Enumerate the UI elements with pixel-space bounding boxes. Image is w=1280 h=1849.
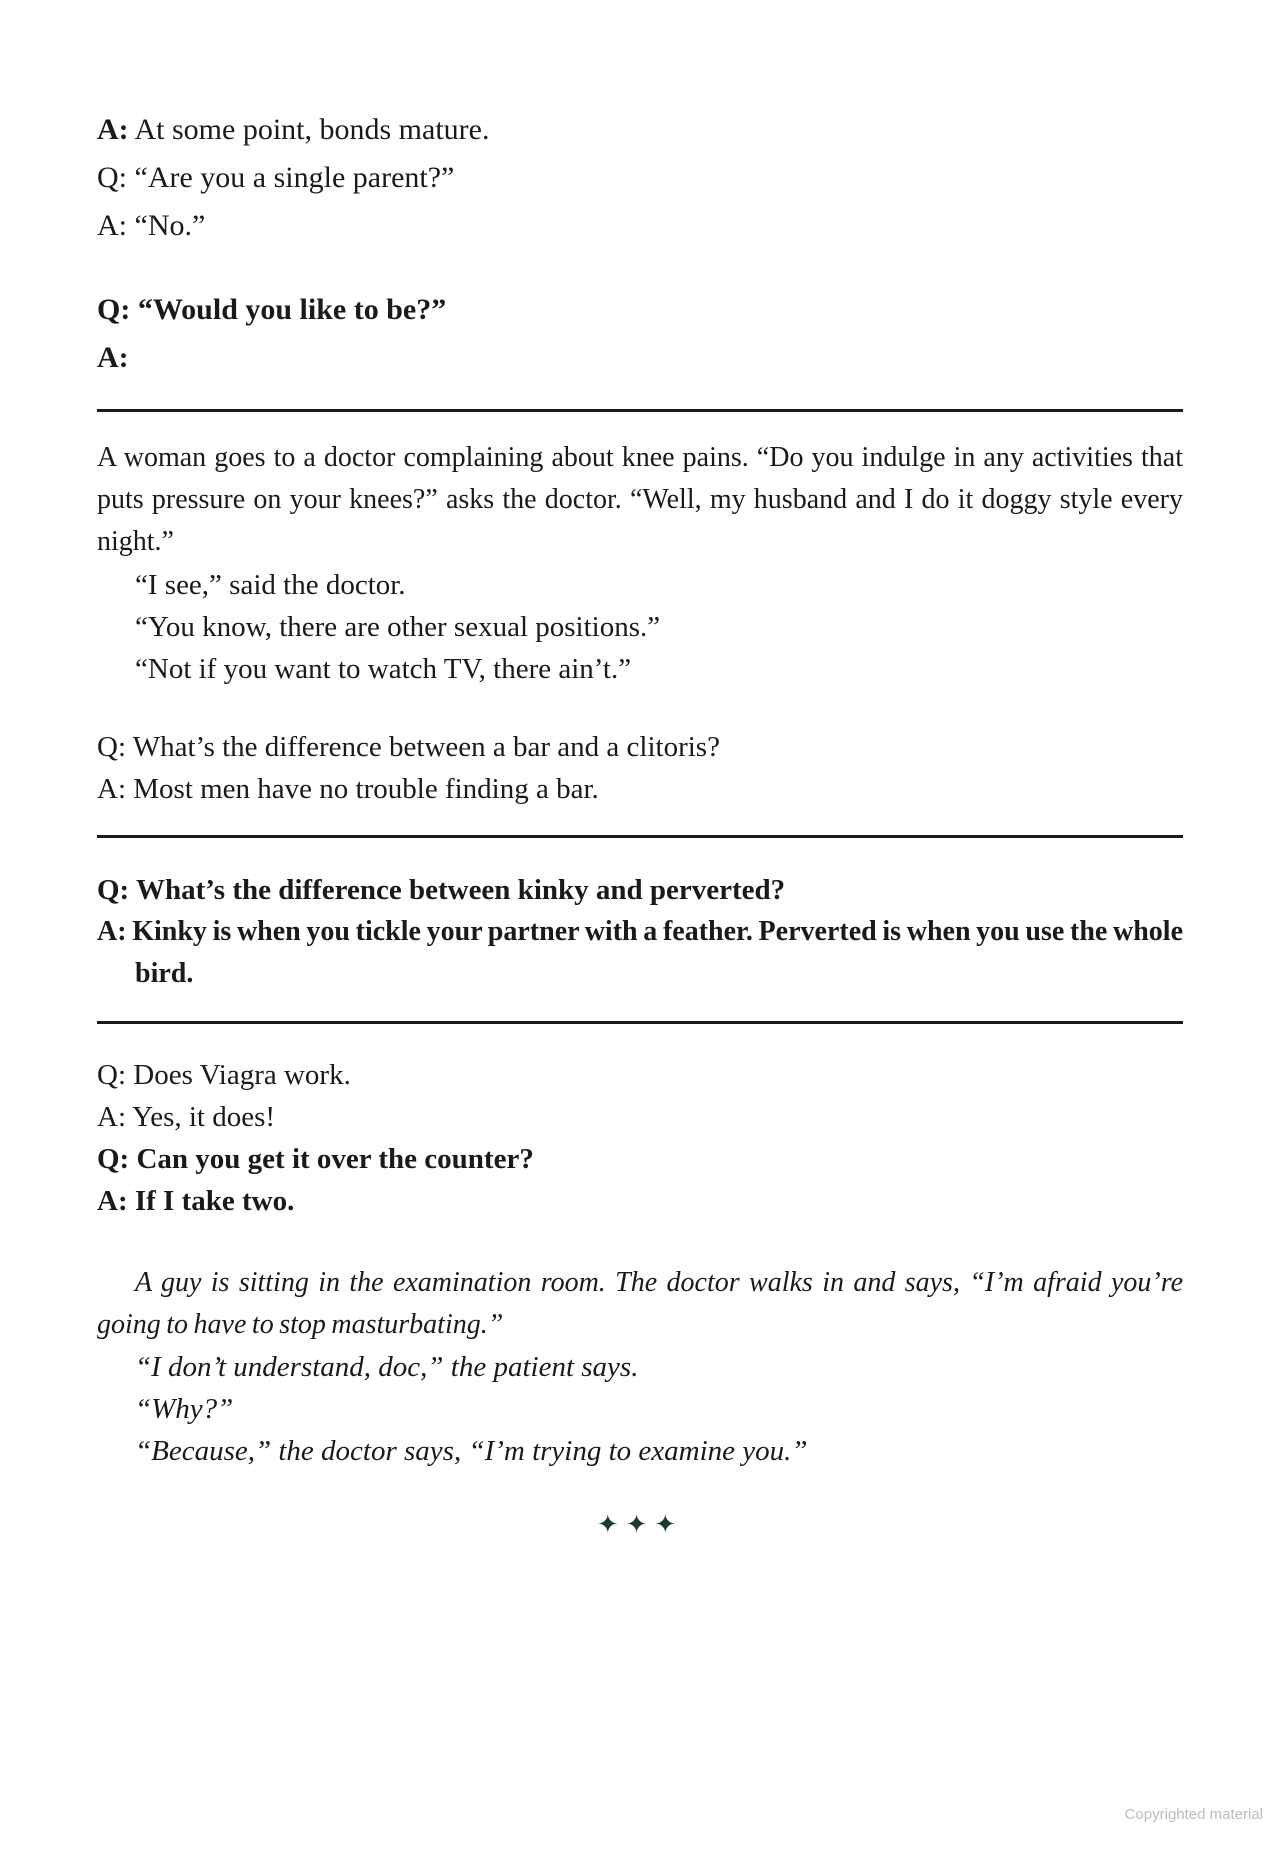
dialogue-line: “I don’t understand, doc,” the patient says.	[135, 1351, 639, 1383]
section-divider	[97, 835, 1183, 838]
kinky-perverted-qa	[97, 869, 1183, 995]
diamond-ornament-icon: ✦✦✦	[596, 1510, 684, 1539]
qa-line-answer: A: Kinky is when you tickle your partner with a feather. Perverted is when you use the whole bird.	[97, 916, 1183, 989]
doctor-knees-paragraph: A woman goes to a doctor complaining about knee pains. “Do you indulge in any activities that puts pressure on your knees?” asks the doctor. “Well, my husband and I do it doggy style every night.”	[97, 442, 1183, 557]
dialogue-line: “You know, there are other sexual positions.”	[135, 611, 661, 643]
answer-prefix: A:	[97, 113, 129, 146]
qa-line-question: Q: Does Viagra work.	[97, 1059, 351, 1091]
qa-line-answer-blank: A:	[97, 341, 129, 374]
viagra-qa	[97, 1054, 1183, 1222]
copyright-notice: Copyrighted material	[1124, 1806, 1263, 1823]
qa-line-answer-bonds	[97, 106, 1183, 154]
dialogue-line: “I see,” said the doctor.	[135, 569, 406, 601]
dialogue-line: “Why?”	[135, 1393, 234, 1425]
qa-line-answer: A: Most men have no trouble finding a bar.	[97, 773, 599, 805]
page-content	[0, 106, 1280, 1542]
answer-text: At some point, bonds mature.	[128, 113, 490, 146]
section-divider	[97, 1021, 1183, 1024]
opening-qa-bold-block	[97, 286, 1183, 382]
section-divider	[97, 409, 1183, 412]
examination-joke	[97, 1262, 1183, 1472]
qa-line-question: Q: What’s the difference between kinky and perverted?	[97, 874, 786, 906]
dialogue-line: “Not if you want to watch TV, there ain’t.”	[135, 653, 632, 685]
qa-line-question-single-parent: Q: “Are you a single parent?”	[97, 161, 455, 194]
qa-line-answer: A: Yes, it does!	[97, 1101, 276, 1133]
qa-line-answer-bold: A: If I take two.	[97, 1185, 295, 1217]
qa-line-question-bold: Q: Can you get it over the counter?	[97, 1143, 534, 1175]
qa-line-question-would-you: Q: “Would you like to be?”	[97, 293, 447, 326]
dialogue-line: “Because,” the doctor says, “I’m trying to examine you.”	[135, 1435, 808, 1467]
qa-line-question: Q: What’s the difference between a bar and a clitoris?	[97, 731, 720, 763]
bar-clitoris-qa	[97, 726, 1183, 810]
opening-qa-block	[97, 106, 1183, 250]
examination-paragraph: A guy is sitting in the examination room. The doctor walks in and says, “I’m afraid you’re going to have to stop masturbating.”	[97, 1267, 1183, 1340]
doctor-knees-dialogue	[97, 564, 1183, 690]
qa-line-answer-no: A: “No.”	[97, 209, 206, 242]
